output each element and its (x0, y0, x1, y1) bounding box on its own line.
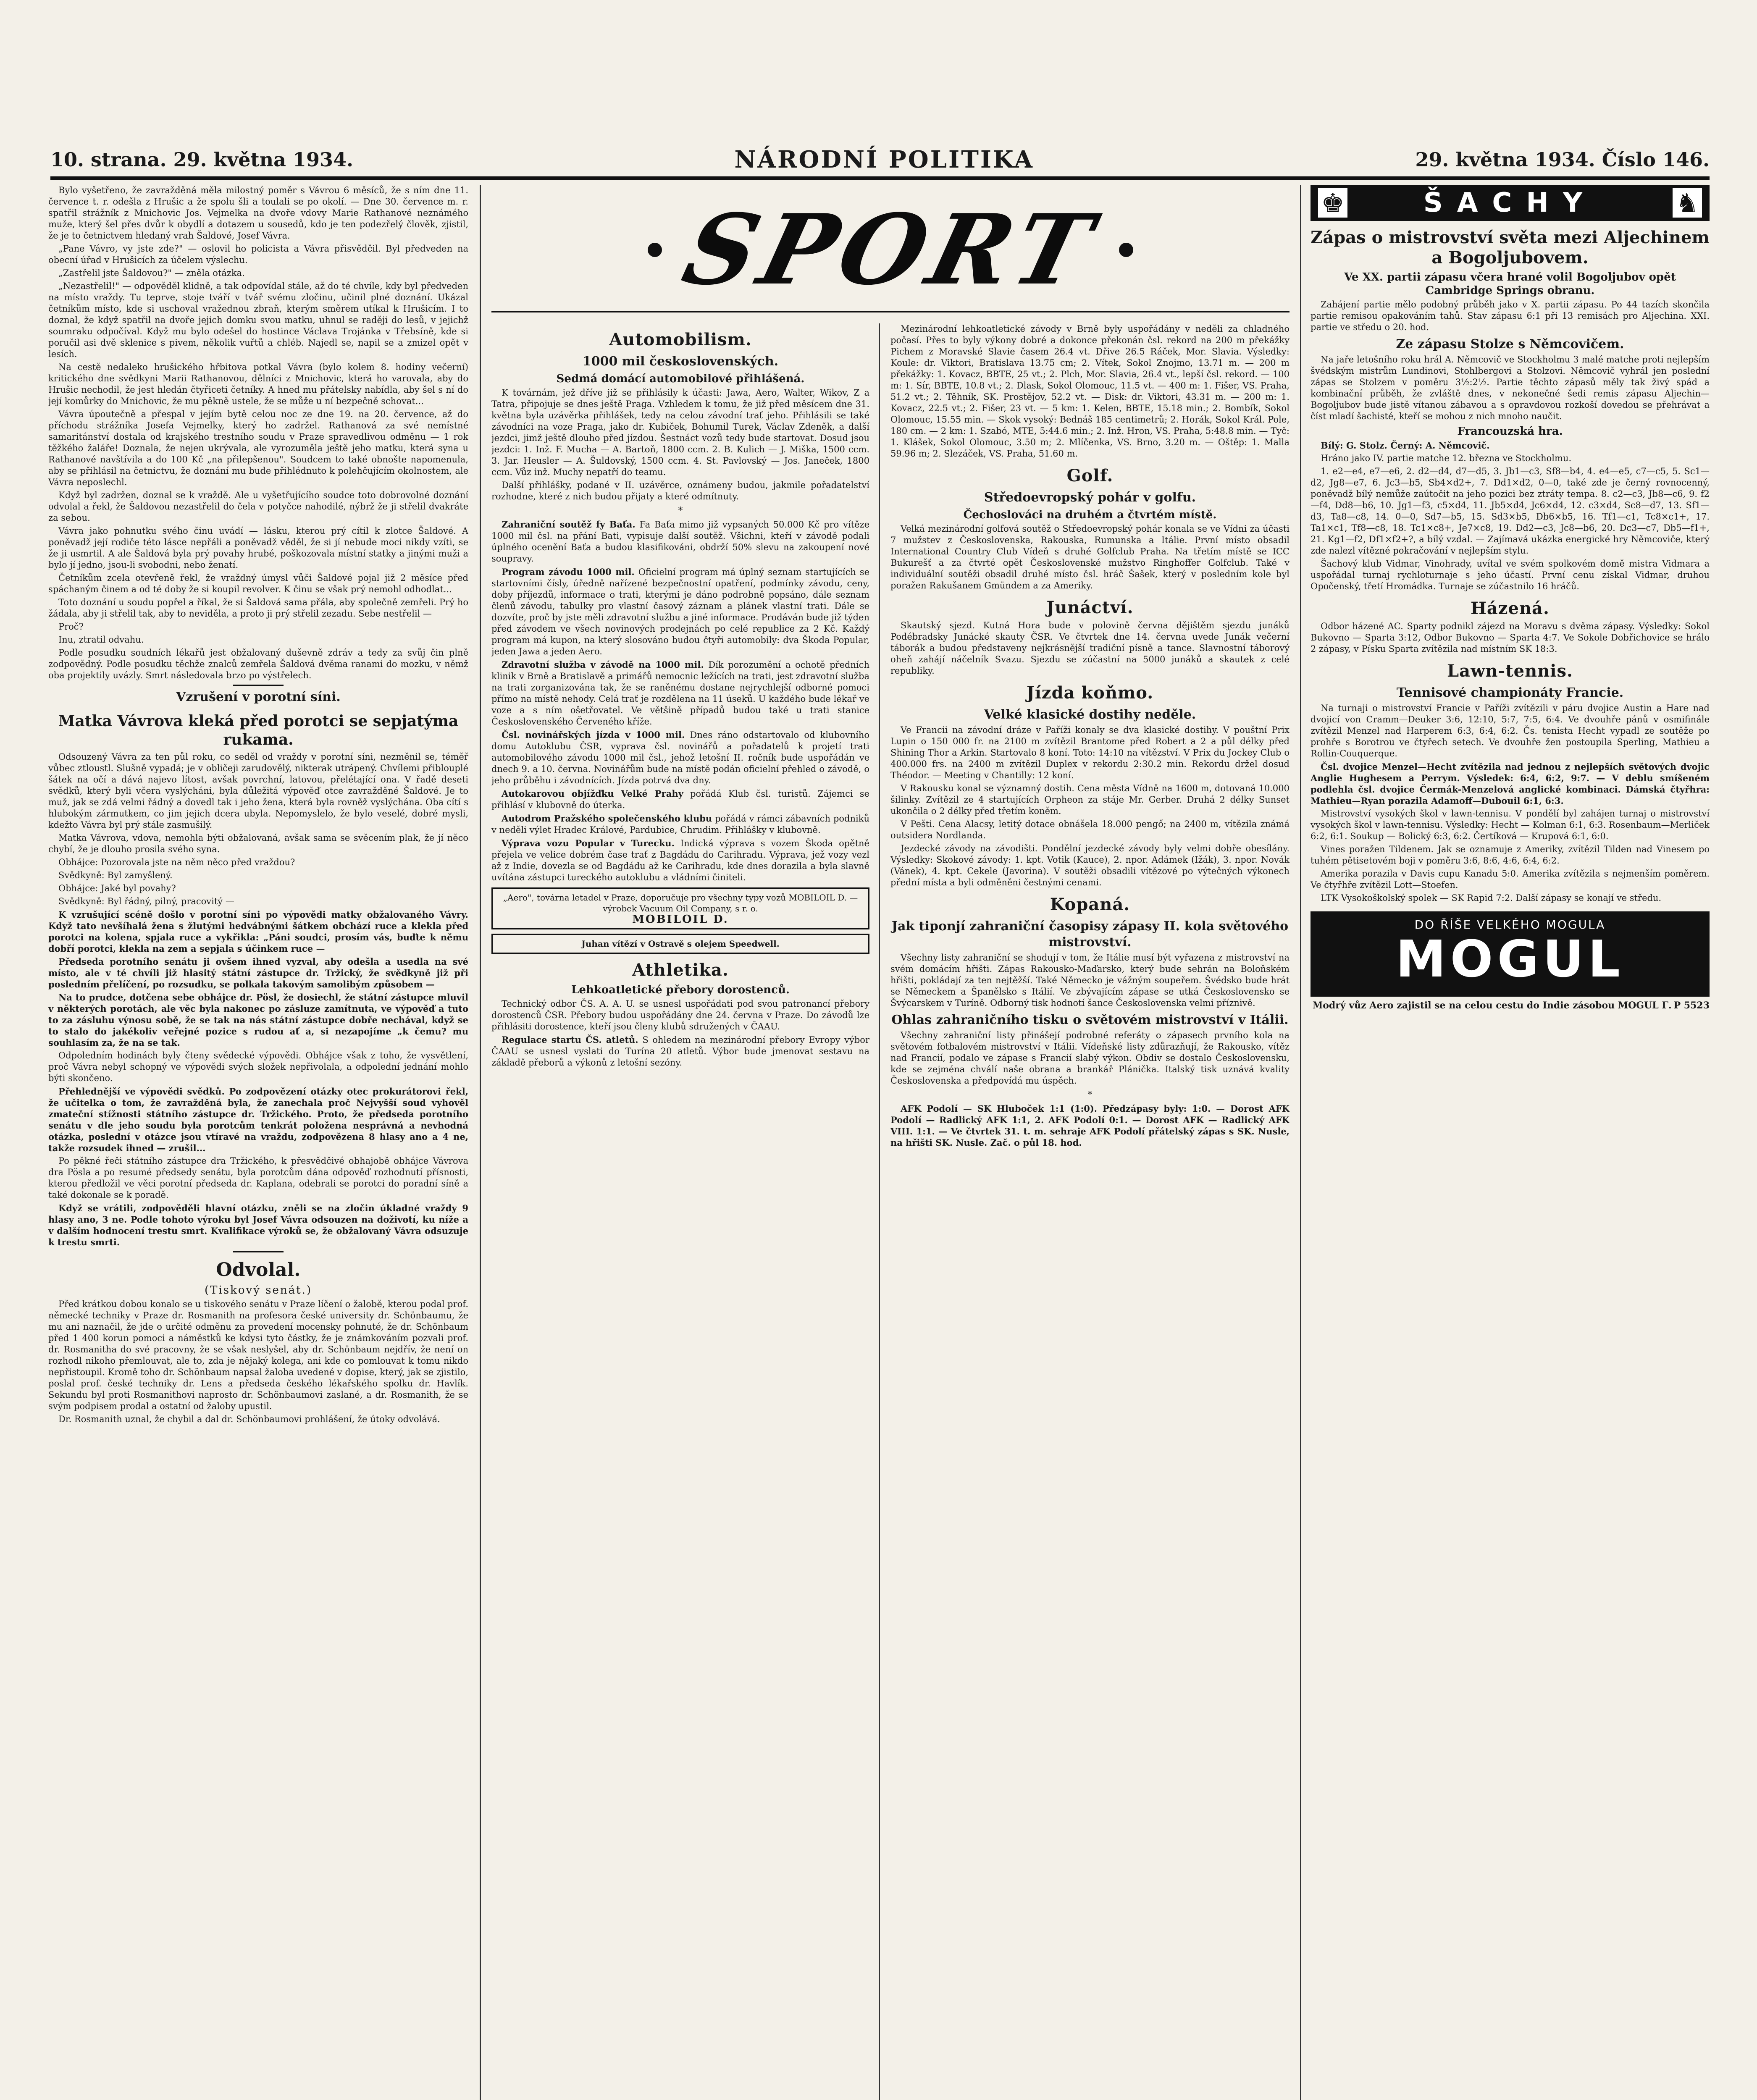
ad-brand: MOBILOIL D. (632, 913, 729, 926)
paragraph: Obhájce: Pozorovala jste na něm něco před vraždou? (58, 857, 295, 867)
paragraph: Jezdecké závody na závodišti. Pondělní jezdecké závody byly velmi dobře obesílány. Výsledky: Skokové závody: 1. kpt. Votik (Kauce), 2. npor. Adámek (Ižák), 3. npor. Novák (Vánek), 4. kpt. Cekele (Javorina). V soutěži obsadili vítězové po výtečných výkonech přední místa a byli odměněni čestnými cenami. (890, 843, 1290, 887)
column-sport-2 (890, 323, 1290, 2100)
paragraph: Na turnaji o mistrovství Francie v Paříži zvítězili v páru dvojice Austin a Hare nad dvojicí von Cramm—Deuker 3:6, 12:10, 5:7, 7:5, 6:4. Ve dvouhře pánů v osmifinále zvítězil Menzel nad Harperem 6:3, 6:4, 6:2. Čs. tenista Hecht vypadl ze soutěže po prohře s Borotrou ve čtyřech setech. Ve dvouhře žen postoupila Sperling, Mathieu a Rollin-Couquerque. (1311, 703, 1710, 759)
column-divider (879, 323, 880, 2100)
run-in-heading: Autodrom Pražského společenského klubu (502, 813, 712, 824)
paragraph: Když byl zadržen, doznal se k vraždě. Ale u vyšetřujícího soudce toto dobrovolné doznání odvolal a řekl, že Šaldovou nezastřelil do čela v potyčce nahodilé, nýbrž že ji střelil dvakráte za sebou. (48, 490, 468, 523)
paragraph: Hráno jako IV. partie matche 12. března ve Stockholmu. (1321, 453, 1572, 463)
paragraph: Fa Baťa mimo již vypsaných 50.000 Kč pro vítěze 1000 mil čsl. na přání Bati, vypisuje další soutěž. Všichni, kteří v závodě podali úplného ocenění Baťa a budou klasifikováni, obdrží 50% slevu na zakoupení nové soupravy. (491, 520, 869, 564)
asterisk-separator: * (1087, 1089, 1093, 1100)
paragraph: Svědkyně: Byl řádný, pilný, pracovitý — (58, 896, 234, 906)
column-chess-sports (1311, 185, 1710, 2100)
paragraph: „Pane Vávro, vy jste zde?" — oslovil ho policista a Vávra přisvědčil. Byl předveden na obecní úřad v Hrušicích za účelem výslechu. (48, 244, 468, 265)
paragraph: Šachový klub Vidmar, Vinohrady, uvítal ve svém spolkovém domě mistra Vidmara a uspořádal turnaj rychloturnaje s jeho účastí. První cenu získal Vidmar, druhou Opočenský, třetí Hromádka. Turnaje se zúčastnilo 16 hráčů. (1311, 559, 1710, 591)
header-date-issue: 29. května 1934. Číslo 146. (1415, 148, 1710, 171)
paragraph: Ve Francii na závodní dráze v Paříži konaly se dva klasické dostihy. V pouštní Prix Lupin o 150 000 fr. na 2100 m zvítězil Brantome před Robert a 2 a půl délky před Shining Thor a Arkin. Startovalo 8 koní. Toto: 14:10 na vítězství. V Prix du Jockey Club o 400.000 frs. na 2400 m zvítězil Duplex v rekordu 2:30.2 min. Rekordu držel dosud Théodor. — Meeting v Chantilly: 12 koní. (890, 725, 1290, 780)
paragraph: Odbor házené AC. Sparty podnikl zájezd na Moravu s dvěma zápasy. Výsledky: Sokol Bukovno — Sparta 3:12, Odbor Bukovno — Sparta 4:7. Ve Sokole Dobřichovice se hrálo 2 zápasy, v Písku Sparta zvítězila nad místním SK 18:3. (1311, 621, 1710, 654)
header-page-date: 10. strana. 29. května 1934. (50, 148, 353, 171)
paragraph: Amerika porazila v Davis cupu Kanadu 5:0. Amerika zvítězila s nejmenším poměrem. Ve čtyřhře zvítězil Lott—Stoefen. (1311, 869, 1710, 890)
paragraph: Oficielní program má úplný seznam startujících se startovními čísly, úředně nařízené bezpečnostní opatření, podmínky závodu, ceny, doby příjezdů, informace o trati, kterými je dáno podrobně popsáno, dále seznam členů závodu, tabulky pro vlastní časový záznam a plánek vlastní trati. Dále se dozvíte, proč by jste měli zdravotní službu a jiné informace. Prodáván bude již týden před závodem ve všech novinových prodejnách po celé republice za 2 Kč. Každý program má kupon, na který slosováno budou čtyři automobily: dva Škoda Popular, jeden Jawa a jeden Aero. (491, 567, 869, 656)
chess-king-icon: ♚ (1318, 188, 1347, 218)
article-headline: Zápas o mistrovství světa mezi Aljechinem a Bogoljubovem. (1311, 228, 1710, 268)
ad-code: P 5523 (1673, 1000, 1710, 1011)
article-heading: Jak tiponjí zahraniční časopisy zápasy II. kola světového mistrovství. (891, 919, 1289, 950)
paragraph: K továrnám, jež dříve již se přihlásily k účasti: Jawa, Aero, Walter, Wikov, Z a Tatra, připojuje se dnes ještě Praga. Vzhledem k tomu, že již před měsícem dne 31. května byla uzávěrka přihlášek, tedy na celou závodní trať jeho. Přihlásili se také závodníci na voze Praga, jako dr. Kubiček, Bohumil Turek, Václav Zdeněk, a další jezdci, jimž ještě dlouho před jízdou. Šestnáct vozů tedy bude startovat. Dosud jsou jezdci: 1. Inž. F. Mucha — A. Bartoň, 1800 ccm. 2. B. Kulich — J. Miška, 1500 ccm. 3. Jar. Heusler — A. Šuldovský, 1500 ccm. 4. St. Pavlovský — Jos. Janeček, 1800 ccm. Vůz inž. Muchy nepatří do teamu. (491, 388, 869, 477)
masthead-title: NÁRODNÍ POLITIKA (734, 146, 1034, 173)
article-heading: Středoevropský pohár v golfu. (984, 490, 1196, 505)
run-in-heading: Zahraniční soutěž fy Baťa. (502, 519, 636, 530)
column-sport-1 (491, 323, 869, 2100)
paragraph: Matka Vávrova, vdova, nemohla býti obžalovaná, avšak sama se svěcením plak, že jí něco chybí, že je dlouho prosila svého syna. (48, 833, 468, 854)
paragraph: Svědkyně: Byl zamyšlený. (58, 870, 173, 880)
paragraph: Když se vrátili, zodpověděli hlavní otázku, zněli se na zločin úkladné vraždy 9 hlasy ano, 3 ne. Podle tohoto výroku byl Josef Vávra odsouzen na doživotí, ku níže a v dalším hodnocení trestu smrt. Kvalifikace výroků se, že obžalovaný Vávra odsuzuje k trestu smrti. (48, 1203, 468, 1247)
article-headline: Odvolal. (216, 1259, 301, 1281)
article-heading: Ze zápasu Stolze s Němcovičem. (1396, 337, 1624, 352)
paragraph: S ohledem na mezinárodní přebory Evropy výbor ČAAU se usnesl vyslati do Turína 20 atletů. Výbor bude jmenovat sestavu na základě přeborů a výkonů z letošní sezóny. (491, 1035, 869, 1068)
ad-text: „Aero", továrna letadel v Praze, doporučuje pro všechny typy vozů MOBILOIL D. — výrobek Vacuum Oil Company, s r. o. (503, 892, 858, 914)
run-in-heading: Regulace startu ČS. atletů. (502, 1034, 638, 1045)
chess-knight-icon: ♞ (1673, 188, 1702, 218)
advertisement-speedwell (491, 934, 869, 954)
article-subheading: Lehkoatletické přebory dorostenců. (571, 984, 790, 996)
page-header (50, 145, 1710, 174)
paragraph: Bylo vyšetřeno, že zavražděná měla milostný poměr s Vávrou 6 měsíců, že s ním dne 11. července t. r. odešla z Hrušic a že spolu šli a toulali se po okolí. — Dne 30. července m. r. spatřil strážník z Mnichovic Jos. Vejmelka na dvoře vdovy Marie Rathanové neznámého muže, který šel přes dvůr k obydlí a dotazem u sousedů, kdo je ten podezřelý člověk, zjistil, že je to četnictvem hledaný vrah Šaldové, Josef Vávra. (48, 185, 468, 241)
paragraph: Na cestě nedaleko hrušického hřbitova potkal Vávra (bylo kolem 8. hodiny večerní) kritického dne svědkyni Marii Rathanovou, dělníci z Mnichovic, která ho varovala, aby do Hrušic nechodil, že jest hledán čtyřiceti četníky. A hned mu přátelsky nabídla, aby šel s ní do její komůrky do Mnichovic, že mu pěkně ustele, že se může u ní bezpečně schovat... (48, 362, 468, 406)
paragraph: Na to prudce, dotčena sebe obhájce dr. Pösl, že dosiechl, že státní zástupce mluvil v některých porotách, ale věc byla nakonec po zásluze zamítnuta, ve výpověď a tuto to za zásluhu výnosu sobě, že se tak na nás státní zástupce dobře nechával, když se to stalo do jakékoliv veřejné pozice s rudou ať a, si nezapojíme „k čemu? mu souhlasím za, že na se tak. (48, 992, 468, 1048)
paragraph: Před krátkou dobou konalo se u tiskového senátu v Praze líčení o žalobě, kterou podal prof. německé techniky v Praze dr. Rosmanith na profesora české university dr. Schönbaumu, že mu ani naznačil, že jde o určité odměnu za provedení mocensky pohnuté, že dr. Schönbaum před 1 400 korun pomoci a náměstků ke kdysi tyto částky, že je známkováním pozvali prof. dr. Rosmanitha do své pracovny, že se však neslyšel, aby dr. Schönbaum nejdřív, že není on rozhodl nikoho přemlouvat, ale to, zda je nějaký kolega, ani kde co pomlouvat k tomu nikdo nepřistoupil. Kromě toho dr. Schönbaum napsal žaloba uvedené v dopise, který, jak se zjistilo, poslal prof. české techniky dr. Lens a předseda českého lékařského spolku dr. Havlík. Sekundu byl proti Rosmanithovi naprosto dr. Schönbaumovi zaslané, a dr. Rosmanith, že se svým podpisem prodal a ostatní od žaloby upustil. (48, 1299, 468, 1411)
section-heading: Golf. (1066, 466, 1114, 486)
article-subheading: Ve XX. partii zápasu včera hrané volil Bogoljubov opět Cambridge Springs obranu. (1344, 271, 1676, 297)
run-in-heading: Výprava vozu Popular v Turecku. (502, 838, 675, 848)
paragraph: Odsouzený Vávra za ten půl roku, co seděl od vraždy v porotní síni, nezměnil se, téměř vůbec ztloustl. Slušně vypadá; je v obličeji zarudovělý, nikterak utrápený. Chvílemi přiblouplé šátek na očí a dává najevo lítost, avšak povrchní, latovou, přelétající ona. V řadě deseti svědků, který byli včera vyslýcháni, byla důležitá výpověď otce zavražděné Šaldové. Je to muž, jak se zdá velmi řádný a dovedl tak i jeho žena, která byla rovněž vyslýchána. Oba cítí s hlubokým zármutkem, co jim jejich dcera ubyla. Nepomyslelo, že bylo veselé, dobré mysli, kdežto Vávra byl prý stále zasmušilý. (48, 752, 468, 830)
article-heading: 1000 mil československých. (582, 354, 779, 369)
paragraph: Všechny listy zahraniční se shodují v tom, že Itálie musí být vyřazena z mistrovství na svém domácím hřišti. Zápas Rakousko-Maďarsko, který bude sehrán na Boloňském hřišti, pokládají za ten nejtěžší. Také Německo je vážným soupeřem. Švédsko bude hrát se Německem a Španělsko s Itálií. Ve zbývajícím zápase se utká Československo se Švýcarskem v Turíně. Odborný tisk hodnotí šance Československa velmi příznivě. (890, 953, 1290, 1008)
paragraph: Četníkům zcela otevřeně řekl, že vraždný úmysl vůči Šaldové pojal již 2 měsíce před spáchaným činem a od té doby že si koupil revolver. K činu se však prý nemohl odhodlat... (48, 573, 468, 594)
ad-text: Juhan vítězí v Ostravě s olejem Speedwell. (581, 939, 780, 949)
sport-banner-title: SPORT (673, 193, 1108, 307)
paragraph: „Nezastřelil!" — odpověděl klidně, a tak odpovídal stále, až do té chvíle, kdy byl předveden na místo vraždy. Tu teprve, stoje tváří v tvář svému zločinu, učinil plné doznání. Ukázal četníkům místo, kde si uschoval vražednou zbraň, kterým směrem utíkal k Hrušicím. I to doznal, že když spatřil na dvoře jejich domku svou matku, uhnul se raději do lesů, v jejichž soumraku odpočíval. Když mu bylo odešel do hostince Václava Trojánka v Třebsíně, kde si poručil asi dvě sklenice s pivem, několik vuřtů a chléb. Najedl se, napil se a zmizel opět v lesích. (48, 281, 468, 359)
column-court-news (48, 185, 468, 2100)
paragraph: Vávra úpoutečně a přespal v jejím bytě celou noc ze dne 19. na 20. července, až do příchodu strážníka Josefa Vejmelky, který ho zadržel. Rathanová za své nemístné samaritánství dostala od krajského trestního soudu v Praze spravedlivou odměnu — 1 rok těžkého žaláře! Doznala, že nejen ukrývala, ale vyrozuměla ještě jeho matku, která syna u Rathanové navštívila a do 100 Kč „na přilepšenou". Soudcem to také obnošte napomenula, aby se přihlásil na četnictvu, že doznání mu bude přihlédnuto k polehčujícím okolnostem, ale Vávra neposlechl. (48, 409, 468, 487)
paragraph: Dnes ráno odstartovalo od klubovního domu Autoklubu ČSR, vyprava čsl. novinářů a pořadatelů k projetí trati automobilového závodu 1000 mil čsl., jehož letošní II. ročník bude uspořádán ve dnech 9. a 10. června. Novinářům bude na místě podán oficielní přehled o závodě, o jeho průběhu i závodnících. Jízda potrvá dva dny. (491, 730, 869, 785)
article-subheading: Čechoslováci na druhém a čtvrtém místě. (963, 509, 1217, 521)
paragraph: V Rakousku konal se významný dostih. Cena města Vídně na 1600 m, dotovaná 10.000 šilinky. Zvítězil ze 4 startujících Orpheon za stáje Mr. Gerber. Druhá 2 délky Sunset ukončila o 2 délky před třetím koněm. (890, 783, 1290, 816)
paragraph: Obhájce: Jaké byl povahy? (58, 883, 176, 893)
paragraph: pořádá Klub čsl. turistů. Zájemci se přihlásí v klubovně do úterka. (491, 789, 869, 810)
article-headline: Matka Vávrova kleká před porotci se sepjatýma rukama. (58, 712, 459, 748)
section-heading: Lawn-tennis. (1447, 661, 1573, 681)
article-subheading: (Tiskový senát.) (204, 1284, 313, 1297)
paragraph: Všechny zahraniční listy přinášejí podrobné referáty o zápasech prvního kola na světovém fotbalovém mistrovství v Itálii. Vídeňské listy zdůrazňují, že Rakousko, vítěz nad Francií, podalo ve zápase s Francií slabý výkon. Obdiv se dostalo Československu, kde se zejména chválí naše obrana a brankář Plánička. Italský tisk uznává kvality Československa a předpovídá mu úspěch. (890, 1030, 1290, 1086)
paragraph: K vzrušující scéně došlo v porotní síni po výpovědi matky obžalovaného Vávry. Když tato nevšíhalá žena s žlutými hedvábnými šátkem obchází ruce a klekla před porotci na kolena, spjala ruce a vykřikla: „Páni soudci, prosím vás, buďte k němu dobří porotci, klekla na zem a sepjala s účinkem ruce — (48, 909, 468, 954)
asterisk-separator: * (678, 505, 683, 515)
chess-banner-title: ŠACHY (1423, 187, 1597, 218)
paragraph: V Pešti. Cena Alacsy, letitý dotace obnášela 18.000 pengő; na 2400 m, vítězila známá outsidera Nordlanda. (890, 819, 1290, 840)
paragraph: Dr. Rosmanith uznal, že chybil a dal dr. Schönbaumovi prohlášení, že útoky odvolává. (58, 1414, 440, 1424)
paragraph: Proč? (58, 622, 84, 632)
section-heading: Automobilism. (609, 330, 752, 349)
divider (233, 1251, 284, 1252)
article-subheading: Francouzská hra. (1457, 425, 1563, 438)
paragraph: Skautský sjezd. Kutná Hora bude v polovině června dějištěm sjezdu junáků Podébradsky Junácké skauty ČSR. Ve čtvrtek dne 14. června uvede Junák večerní táborák a budou představeny nejkrásnější tradiční písně a tance. Slavnostní táborový oheň zahájí náčelník Svazu. Sjezdu se zúčastní na 5000 junáků a skautek z celé republiky. (890, 620, 1290, 676)
paragraph: Mezinárodní lehkoatletické závody v Brně byly uspořádány v neděli za chladného počasí. Přes to byly výkony dobré a dokonce překonán čsl. rekord na 200 m překážky Pichem z Moravské Slavie časem 26.4 vt. Dřive 26.5 Ráček, Mor. Slavia. Výsledky: Koule: dr. Viktori, Bratislava 13.75 cm; 2. Vítek, Sokol Znojmo, 13.71 m. — 200 m překážky: 1. Kovacz, BBTE, 25 vt.; 2. Plch, Mor. Slavia, 26.4 vt., lepší čsl. rekord. — 100 m: 1. Sír, BBTE, 10.8 vt.; 2. Dlask, Sokol Olomouc, 11.5 vt. — 400 m: 1. Fišer, VS. Praha, 51.2 vt.; 2. Těhník, SK. Prostějov, 52.2 vt. — Disk: dr. Viktori, 43.31 m. — 200 m: 1. Kovacz, 22.5 vt.; 2. Fišer, 23 vt. — 5 km: 1. Kelen, BBTE, 15.18 min.; 2. Bombík, Sokol Olomouc, 15.55 min. — Skok vysoký: Bednáš 185 centimetrů; 2. Horák, Sokol Král. Pole, 180 cm. — 2 km: 1. Szabó, MTE, 5:44.6 min.; 2. Inž. Hron, VS. Praha, 5:48.8 min. — Tyč: 1. Klášek, Sokol Olomouc, 3.50 m; 2. Mlíčenka, VS. Brno, 3.20 m. — Oštěp: 1. Malla 59.96 m; 2. Slezáček, VS. Praha, 51.60 m. (890, 324, 1290, 459)
run-in-heading: Čsl. novinářských jízda v 1000 mil. (502, 730, 685, 740)
column-divider (480, 185, 481, 2100)
paragraph: AFK Podolí — SK Hluboček 1:1 (1:0). Předzápasy byly: 1:0. — Dorost AFK Podolí — Radlický AFK 1:1, 2. AFK Podolí 0:1. — Dorost AFK — Radlický AFK VIII. 1:1. — Ve čtvrtek 31. t. m. sehraje AFK Podolí přátelský zápas s SK. Nusle, na hřišti SK. Nusle. Zač. o půl 18. hod. (890, 1103, 1290, 1148)
paragraph: Podle posudku soudních lékařů jest obžalovaný duševně zdráv a tedy za svůj čin plně zodpovědný. Podle posudku těchže znalců zemřela Šaldová dvěma ranami do mozku, v němž oba projektily uvázly. Smrt následovala brzo po výstřelech. (48, 648, 468, 680)
bullet-icon (648, 243, 662, 257)
paragraph: Zahájení partie mělo podobný průběh jako v X. partii zápasu. Po 44 tazích skončila partie remisou opakováním tahů. Stav zápasu 6:1 při 13 remisách pro Aljechina. XXI. partie ve středu o 20. hod. (1311, 299, 1710, 332)
article-subheading: Sedmá domácí automobilové přihlášená. (556, 373, 805, 385)
section-heading: Kopaná. (1050, 895, 1130, 914)
paragraph: Odpoledním hodinách byly čteny svědecké výpovědi. Obhájce však z toho, že vysvětlení, proč Vávra nebyl schopný ve výpovědi svých složek nepřivolala, a odpolední jednání mohlo býti skončeno. (48, 1050, 468, 1083)
header-rule (50, 176, 1710, 180)
paragraph: Další přihlášky, podané v II. uzávěrce, oznámeny budou, jakmile pořadatelství rozhodne, které z nich budou přijaty a které odmítnuty. (491, 480, 869, 501)
paragraph: pořádá v rámci zábavních podniků v neděli výlet Hradec Králové, Pardubice, Chrudim. Přihlášky v klubovně. (491, 814, 869, 835)
article-heading: Velké klasické dostihy neděle. (984, 707, 1196, 722)
bullet-icon (1119, 243, 1133, 257)
column-divider (1300, 185, 1301, 2100)
section-heading: Jízda koňmo. (1026, 683, 1154, 703)
paragraph: Velká mezinárodní golfová soutěž o Středoevropský pohár konala se ve Vídni za účasti 7 mužstev z Československa, Rakouska, Rumunska a Itálie. První místo obsadil International Country Club Vídeň s druhé Golfclub Praha. Na třetím místě se ICC Bukurešť a za čtvrté opět Československé mužstvo Ringhoffer Golfclub. Také v individuální soutěži obsadil druhé místo čsl. hráč Šašek, který v posledním kole byl poražen Rakušanem Gmündem a za Ameriky. (890, 524, 1290, 591)
ad-tagline: DO ŘÍŠE VELKÉHO MOGULA (1414, 918, 1606, 932)
paragraph: Vines poražen Tildenem. Jak se oznamuje z Ameriky, zvítězil Tilden nad Vinesem po tuhém pětisetovém boji v poměru 3:6, 8:6, 4:6, 6:4, 6:2. (1311, 844, 1710, 866)
paragraph: Inu, ztratil odvahu. (58, 635, 144, 645)
paragraph: Dík porozumění a ochotě předních klinik v Brně a Bratislavě a primářů nemocnic ležících na trati, jest zdravotní služba na trati zorganizována tak, že se raněnému dostane nejrychlejší odborné pomoci přímo na místě nehody. Celá trať je rozdělena na 11 úseků. U každého bude lékař ve voze a s ním ošetřovatel. Ve většině případů budou také u trati stanice Československého Červeného kříže. (491, 660, 869, 727)
run-in-heading: Autokarovou objížďku Velké Prahy (502, 788, 683, 799)
run-in-heading: Zdravotní služba v závodě na 1000 mil. (502, 659, 704, 670)
paragraph: Po pěkné řeči státního zástupce dra Tržického, k přesvědčivé obhajobě obhájce Vávrova dra Pösla a po resumé předsedy senátu, byla porotcům dána odpověď rozhodnutí přísnosti, kterou předložil ve věci porotní předseda dr. Kaplana, odebrali se porotci do poradní síně a také dokonale se k poradě. (48, 1156, 468, 1200)
paragraph: Čsl. dvojice Menzel—Hecht zvítězila nad jednou z nejlepších světových dvojic Anglie Hughesem a Perrym. Výsledek: 6:4, 6:2, 9:7. — V deblu smíšeném podlehla čsl. dvojice Čermák-Menzelová anglické kombinaci. Dámská čtyřhra: Mathieu—Ryan porazila Adamoff—Dubouil 6:1, 6:3. (1311, 761, 1710, 806)
paragraph: „Zastřelil jste Šaldovou?" — zněla otázka. (58, 268, 245, 278)
paragraph: Na jaře letošního roku hrál A. Němcovič ve Stockholmu 3 malé matche proti nejlepším švédským mistrům Lundinovi, Stohlbergovi a Stolzovi. Němcovič vyhrál jen poslední zápas se Stolzem v poměru 3½:2½. Partie těchto zápasů měly tak živý spád a kombinační průběh, že zvláště dnes, v nekonečné šedi remis zápasu Aljechin—Bogoljubov bude jistě vítanou zábavou a s opravdovou rozkoší dovedou se přehrávat a číst mladí šachisté, kteří se mohou z nich mnoho naučit. (1311, 354, 1710, 421)
paragraph: Toto doznání u soudu popřel a říkal, že si Šaldová sama přála, aby společně zemřeli. Prý ho žádala, aby ji střelil tak, aby to neviděla, a proto ji prý střelil zezadu. Sebe nestřelil — (48, 597, 468, 619)
divider (233, 685, 284, 686)
advertisement-mogul (1311, 911, 1710, 997)
chess-moves: 1. e2—e4, e7—e6, 2. d2—d4, d7—d5, 3. Jb1—c3, Sf8—b4, 4. e4—e5, c7—c5, 5. Sc1—d2, Jg8—e7, 6. Jc3—b5, Sb4×d2+, 7. Dd1×d2, 0—0, také zde je černý rovnocenný, poněvadž bílý nemůže zaútočit na jeho pozici bez ztráty tempa. 8. c2—c3, Jb8—c6, 9. f2—f4, Dd8—b6, 10. Jg1—f3, c5×d4, 11. Jb5×d4, Jc6×d4, 12. c3×d4, Sc8—d7, 13. Sf1—d3, Ta8—c8, 14. 0—0, Sd7—b5, 15. Sd3×b5, Db6×b5, 16. Tf1—c1, Tc8×c1+, 17. Ta1×c1, Tf8—c8, 18. Tc1×c8+, Je7×c8, 19. Dd2—c3, Jc8—b6, 20. Dc3—c7, Db5—f1+, 21. Kg1—f2, Df1×f2+?, a bílý vzdal. — Zajímavá ukázka energické hry Němcoviče, který zde nalezl vítězné pokračování v nejlepším stylu. (1311, 466, 1710, 556)
article-heading: Tennisové championáty Francie. (1396, 685, 1624, 700)
article-heading: Vzrušení v porotní síni. (176, 690, 341, 704)
article-heading: Ohlas zahraničního tisku o světovém mistrovství v Itálii. (891, 1013, 1289, 1027)
section-heading: Junáctví. (1046, 598, 1134, 617)
paragraph: Indická výprava s vozem Škoda opětně přejela ve velice dobrém čase trať z Bagdádu do Carihradu. Výprava, jež vozy vezl až z Indie, dovezla se od Bagdádu až ke Carihradu, kde dnes dorazila a byla slavně uvítána zástupci tureckého autoklubu a vládními činiteli. (491, 838, 869, 882)
paragraph: Vávra jako pohnutku svého činu uvádí — lásku, kterou prý cítil k zlotce Šaldové. A poněvadž její rodiče této lásce nepřáli a poněvadž věděl, že si jí nebude moci nikdy vzíti, se že ji usmrtil. A ale Šaldová byla prý povahy hrubé, poškozovala místní statky a jinými muži a bylo jí jedno, jsou-li svobodni, nebo ženatí. (48, 526, 468, 570)
chess-banner (1311, 185, 1710, 221)
ad-brand-logo: MOGUL (1396, 930, 1624, 989)
run-in-heading: Program závodu 1000 mil. (502, 567, 635, 577)
sport-banner (491, 189, 1290, 312)
section-heading: Athletika. (632, 960, 729, 980)
chess-players: Bílý: G. Stolz. Černý: A. Němcovič. (1321, 440, 1490, 451)
section-heading: Házená. (1471, 598, 1550, 618)
paragraph: Předseda porotního senátu ji ovšem ihned vyzval, aby odešla a usedla na své místo, ale v té chvíli již hlasitý státní zástupce dr. Tržický, že svědkyně již při posledním přelíčení, po rozsudku, se polkala takovým samolibým způsobem — (48, 956, 468, 990)
paragraph: Přehlednější ve výpovědi svědků. Po zodpovězení otázky otec prokurátorovi řekl, že učitelka o tom, že zavražděná byla, že zanechala proč Nejvyšší soud vyhověl zmateční stížnosti státního zástupce dr. Tržického. Proto, že předseda porotního senátu v dle jeho soudu byla porotcům tenkrát položena nesprávná a nevhodná otázka, poslední v otázce jsou vtíravé na vraždu, zodpovězena 8 hlasy ano a 4 ne, takže rozsudek ihned — zrušil... (48, 1086, 468, 1153)
advertisement-mobiloil (491, 887, 869, 929)
paragraph: Mistrovství vysokých škol v lawn-tennisu. V pondělí byl zahájen turnaj o mistrovství vysokých škol v lawn-tennisu. Výsledky: Hecht — Kolman 6:1, 6:3. Rosenbaum—Merliček 6:2, 6:1. Soukup — Bolický 6:3, 6:2. Čertíková — Krupová 6:1, 6:0. (1311, 808, 1710, 841)
ad-caption-text: Modrý vůz Aero zajistil se na celou cestu do Indie zásobou MOGUL Γ. (1312, 1000, 1672, 1011)
paragraph: Technický odbor ČS. A. A. U. se usnesl uspořádati pod svou patronancí přebory dorostenců ČSR. Přebory budou uspořádány dne 24. června v Praze. Do závodů lze přihlásiti dorostence, kteří jsou členy klubů sdružených v ČAAU. (491, 999, 869, 1032)
ad-caption (1311, 1000, 1710, 1011)
paragraph: LTK Vysokoškolský spolek — SK Rapid 7:2. Další zápasy se konají ve středu. (1321, 893, 1662, 903)
